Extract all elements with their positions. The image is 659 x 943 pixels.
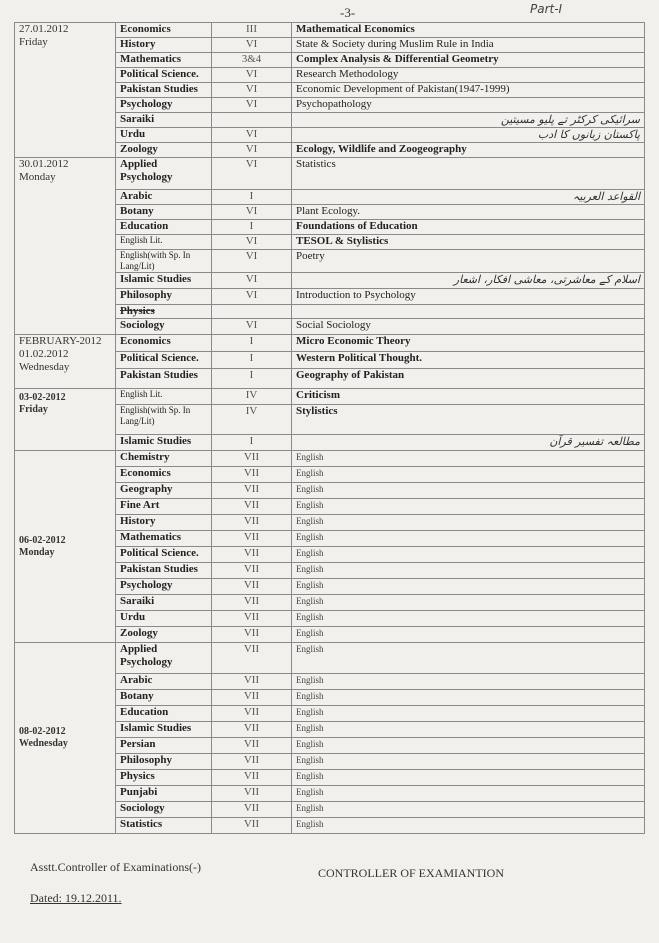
subject-cell: Islamic Studies bbox=[116, 435, 212, 451]
paper-title-cell: English bbox=[292, 547, 645, 563]
paper-title-cell: Research Methodology bbox=[292, 68, 645, 83]
semester-cell: I bbox=[212, 369, 292, 389]
subject-cell: Islamic Studies bbox=[116, 273, 212, 289]
semester-cell: VII bbox=[212, 579, 292, 595]
subject-cell: Botany bbox=[116, 690, 212, 706]
paper-title-cell: Foundations of Education bbox=[292, 220, 645, 235]
subject-cell: Applied Psychology bbox=[116, 158, 212, 190]
exam-date-cell bbox=[15, 335, 116, 389]
subject-cell: Chemistry bbox=[116, 451, 212, 467]
semester-cell: VI bbox=[212, 98, 292, 113]
paper-title-cell: Western Political Thought. bbox=[292, 352, 645, 369]
subject-cell: Philosophy bbox=[116, 754, 212, 770]
subject-cell: History bbox=[116, 515, 212, 531]
exam-date-line: 30.01.2012 bbox=[19, 158, 69, 170]
semester-cell: VII bbox=[212, 643, 292, 674]
table-row bbox=[15, 451, 645, 467]
semester-cell: VI bbox=[212, 128, 292, 143]
semester-cell: VII bbox=[212, 706, 292, 722]
paper-title-cell: English bbox=[292, 579, 645, 595]
subject-cell: Pakistan Studies bbox=[116, 83, 212, 98]
semester-cell: VII bbox=[212, 563, 292, 579]
subject-cell: Statistics bbox=[116, 818, 212, 834]
subject-cell: Pakistan Studies bbox=[116, 369, 212, 389]
paper-title-cell: Plant Ecology. bbox=[292, 205, 645, 220]
exam-date-line: 08-02-2012 bbox=[19, 726, 66, 737]
exam-date-line: Wednesday bbox=[19, 361, 70, 373]
subject-cell: Physics bbox=[116, 770, 212, 786]
paper-title-cell: English bbox=[292, 563, 645, 579]
semester-cell: VII bbox=[212, 595, 292, 611]
subject-cell: Education bbox=[116, 706, 212, 722]
exam-date-cell bbox=[15, 158, 116, 335]
paper-title-cell: Economic Development of Pakistan(1947-1999) bbox=[292, 83, 645, 98]
subject-cell: Punjabi bbox=[116, 786, 212, 802]
paper-title-cell: English bbox=[292, 770, 645, 786]
paper-title-cell: Micro Economic Theory bbox=[292, 335, 645, 352]
exam-date-line: 01.02.2012 bbox=[19, 348, 69, 360]
semester-cell: VII bbox=[212, 786, 292, 802]
exam-date-line: 03-02-2012 bbox=[19, 392, 66, 403]
paper-title-cell: English bbox=[292, 467, 645, 483]
subject-cell: Psychology bbox=[116, 579, 212, 595]
paper-title-cell: Poetry bbox=[292, 250, 645, 273]
table-row bbox=[15, 158, 645, 190]
paper-title-cell bbox=[292, 305, 645, 319]
exam-date-line: 27.01.2012 bbox=[19, 23, 69, 35]
subject-cell: English(with Sp. In Lang/Lit) bbox=[116, 405, 212, 435]
semester-cell: IV bbox=[212, 405, 292, 435]
paper-title-cell: Psychopathology bbox=[292, 98, 645, 113]
semester-cell: VII bbox=[212, 738, 292, 754]
paper-title-cell: English bbox=[292, 802, 645, 818]
semester-cell: VII bbox=[212, 770, 292, 786]
semester-cell: VI bbox=[212, 158, 292, 190]
semester-cell: VII bbox=[212, 722, 292, 738]
subject-cell: Political Science. bbox=[116, 68, 212, 83]
exam-date-cell bbox=[15, 389, 116, 451]
paper-title-cell: Statistics bbox=[292, 158, 645, 190]
subject-cell: Arabic bbox=[116, 190, 212, 205]
subject-cell: Economics bbox=[116, 467, 212, 483]
subject-cell: Urdu bbox=[116, 128, 212, 143]
semester-cell: I bbox=[212, 335, 292, 352]
semester-cell: I bbox=[212, 352, 292, 369]
semester-cell: VI bbox=[212, 68, 292, 83]
paper-title-cell: English bbox=[292, 611, 645, 627]
semester-cell: VI bbox=[212, 319, 292, 335]
paper-title-cell: English bbox=[292, 722, 645, 738]
paper-title-cell: State & Society during Muslim Rule in India bbox=[292, 38, 645, 53]
semester-cell: VII bbox=[212, 611, 292, 627]
paper-title-cell: مطالعہ تفسیر قرآن bbox=[292, 435, 645, 451]
subject-cell: Persian bbox=[116, 738, 212, 754]
paper-title-cell: English bbox=[292, 515, 645, 531]
subject-cell: Fine Art bbox=[116, 499, 212, 515]
corner-handwritten-note: Part-I bbox=[530, 2, 563, 16]
paper-title-cell: English bbox=[292, 738, 645, 754]
paper-title-cell: سرائیکی کرکٹر تے پلیو مسیتین bbox=[292, 113, 645, 128]
exam-date-line: Wednesday bbox=[19, 738, 68, 749]
subject-cell: Philosophy bbox=[116, 289, 212, 305]
paper-title-cell: Complex Analysis & Differential Geometry bbox=[292, 53, 645, 68]
subject-cell: Saraiki bbox=[116, 595, 212, 611]
exam-date-line: Friday bbox=[19, 36, 48, 48]
subject-cell: Arabic bbox=[116, 674, 212, 690]
paper-title-cell: English bbox=[292, 643, 645, 674]
subject-cell: Mathematics bbox=[116, 53, 212, 68]
paper-title-cell: اسلام کے معاشرتی، معاشی افکار، اشعار bbox=[292, 273, 645, 289]
subject-cell: Pakistan Studies bbox=[116, 563, 212, 579]
paper-title-cell: English bbox=[292, 818, 645, 834]
exam-date-line: Friday bbox=[19, 404, 48, 415]
semester-cell: VI bbox=[212, 273, 292, 289]
subject-cell: Psychology bbox=[116, 98, 212, 113]
subject-cell: English Lit. bbox=[116, 235, 212, 250]
semester-cell: VII bbox=[212, 499, 292, 515]
semester-cell: VII bbox=[212, 754, 292, 770]
page-number: -3- bbox=[340, 5, 356, 20]
paper-title-cell: Mathematical Economics bbox=[292, 23, 645, 38]
paper-title-cell: English bbox=[292, 451, 645, 467]
assistant-controller-signature: Asstt.Controller of Examinations(-) bbox=[30, 860, 201, 874]
subject-cell: English(with Sp. In Lang/Lit) bbox=[116, 250, 212, 273]
semester-cell: VI bbox=[212, 83, 292, 98]
paper-title-cell: English bbox=[292, 531, 645, 547]
semester-cell: VII bbox=[212, 627, 292, 643]
semester-cell bbox=[212, 113, 292, 128]
paper-title-cell: Stylistics bbox=[292, 405, 645, 435]
paper-title-cell: Introduction to Psychology bbox=[292, 289, 645, 305]
paper-title-cell: English bbox=[292, 483, 645, 499]
paper-title-cell: القواعد العربیہ bbox=[292, 190, 645, 205]
paper-title-cell: English bbox=[292, 786, 645, 802]
semester-cell: 3&4 bbox=[212, 53, 292, 68]
semester-cell: VII bbox=[212, 467, 292, 483]
dated-line: Dated: 19.12.2011. bbox=[30, 891, 122, 905]
exam-schedule-table bbox=[14, 22, 645, 834]
exam-date-line: Monday bbox=[19, 171, 56, 183]
semester-cell: IV bbox=[212, 389, 292, 405]
exam-date-cell bbox=[15, 643, 116, 834]
semester-cell: VI bbox=[212, 235, 292, 250]
subject-cell: Economics bbox=[116, 335, 212, 352]
subject-cell: Saraiki bbox=[116, 113, 212, 128]
subject-cell: Physics bbox=[116, 305, 212, 319]
paper-title-cell: Geography of Pakistan bbox=[292, 369, 645, 389]
paper-title-cell: English bbox=[292, 595, 645, 611]
controller-signature: CONTROLLER OF EXAMIANTION bbox=[318, 866, 504, 880]
subject-cell: Education bbox=[116, 220, 212, 235]
subject-cell: Political Science. bbox=[116, 547, 212, 563]
semester-cell bbox=[212, 305, 292, 319]
exam-date-line: FEBRUARY-2012 bbox=[19, 335, 102, 347]
subject-cell: Economics bbox=[116, 23, 212, 38]
exam-date-line: 06-02-2012 bbox=[19, 534, 66, 546]
schedule-body bbox=[15, 23, 645, 834]
paper-title-cell: English bbox=[292, 706, 645, 722]
paper-title-cell: English bbox=[292, 674, 645, 690]
semester-cell: VI bbox=[212, 143, 292, 158]
exam-date-line: Monday bbox=[19, 546, 55, 558]
semester-cell: VI bbox=[212, 250, 292, 273]
subject-cell: Urdu bbox=[116, 611, 212, 627]
table-row bbox=[15, 643, 645, 674]
subject-cell: Mathematics bbox=[116, 531, 212, 547]
semester-cell: VII bbox=[212, 802, 292, 818]
subject-cell: Botany bbox=[116, 205, 212, 220]
subject-cell: Islamic Studies bbox=[116, 722, 212, 738]
paper-title-cell: Social Sociology bbox=[292, 319, 645, 335]
table-row bbox=[15, 335, 645, 352]
semester-cell: VI bbox=[212, 205, 292, 220]
semester-cell: VII bbox=[212, 674, 292, 690]
semester-cell: I bbox=[212, 190, 292, 205]
semester-cell: VII bbox=[212, 531, 292, 547]
subject-cell: Geography bbox=[116, 483, 212, 499]
semester-cell: VII bbox=[212, 547, 292, 563]
paper-title-cell: English bbox=[292, 627, 645, 643]
subject-cell: Applied Psychology bbox=[116, 643, 212, 674]
semester-cell: VII bbox=[212, 818, 292, 834]
semester-cell: I bbox=[212, 435, 292, 451]
subject-cell: Zoology bbox=[116, 143, 212, 158]
subject-cell: Sociology bbox=[116, 319, 212, 335]
table-row bbox=[15, 23, 645, 38]
exam-date-cell bbox=[15, 23, 116, 158]
semester-cell: VII bbox=[212, 690, 292, 706]
subject-cell: Sociology bbox=[116, 802, 212, 818]
subject-cell: History bbox=[116, 38, 212, 53]
paper-title-cell: پاکستان زبانوں کا ادب bbox=[292, 128, 645, 143]
semester-cell: VII bbox=[212, 515, 292, 531]
paper-title-cell: TESOL & Stylistics bbox=[292, 235, 645, 250]
semester-cell: VI bbox=[212, 289, 292, 305]
paper-title-cell: English bbox=[292, 754, 645, 770]
subject-cell: English Lit. bbox=[116, 389, 212, 405]
exam-date-cell bbox=[15, 451, 116, 643]
paper-title-cell: English bbox=[292, 690, 645, 706]
semester-cell: I bbox=[212, 220, 292, 235]
table-row bbox=[15, 389, 645, 405]
semester-cell: VII bbox=[212, 451, 292, 467]
semester-cell: VI bbox=[212, 38, 292, 53]
semester-cell: VII bbox=[212, 483, 292, 499]
subject-cell: Political Science. bbox=[116, 352, 212, 369]
paper-title-cell: Ecology, Wildlife and Zoogeography bbox=[292, 143, 645, 158]
subject-cell: Zoology bbox=[116, 627, 212, 643]
semester-cell: III bbox=[212, 23, 292, 38]
paper-title-cell: English bbox=[292, 499, 645, 515]
paper-title-cell: Criticism bbox=[292, 389, 645, 405]
